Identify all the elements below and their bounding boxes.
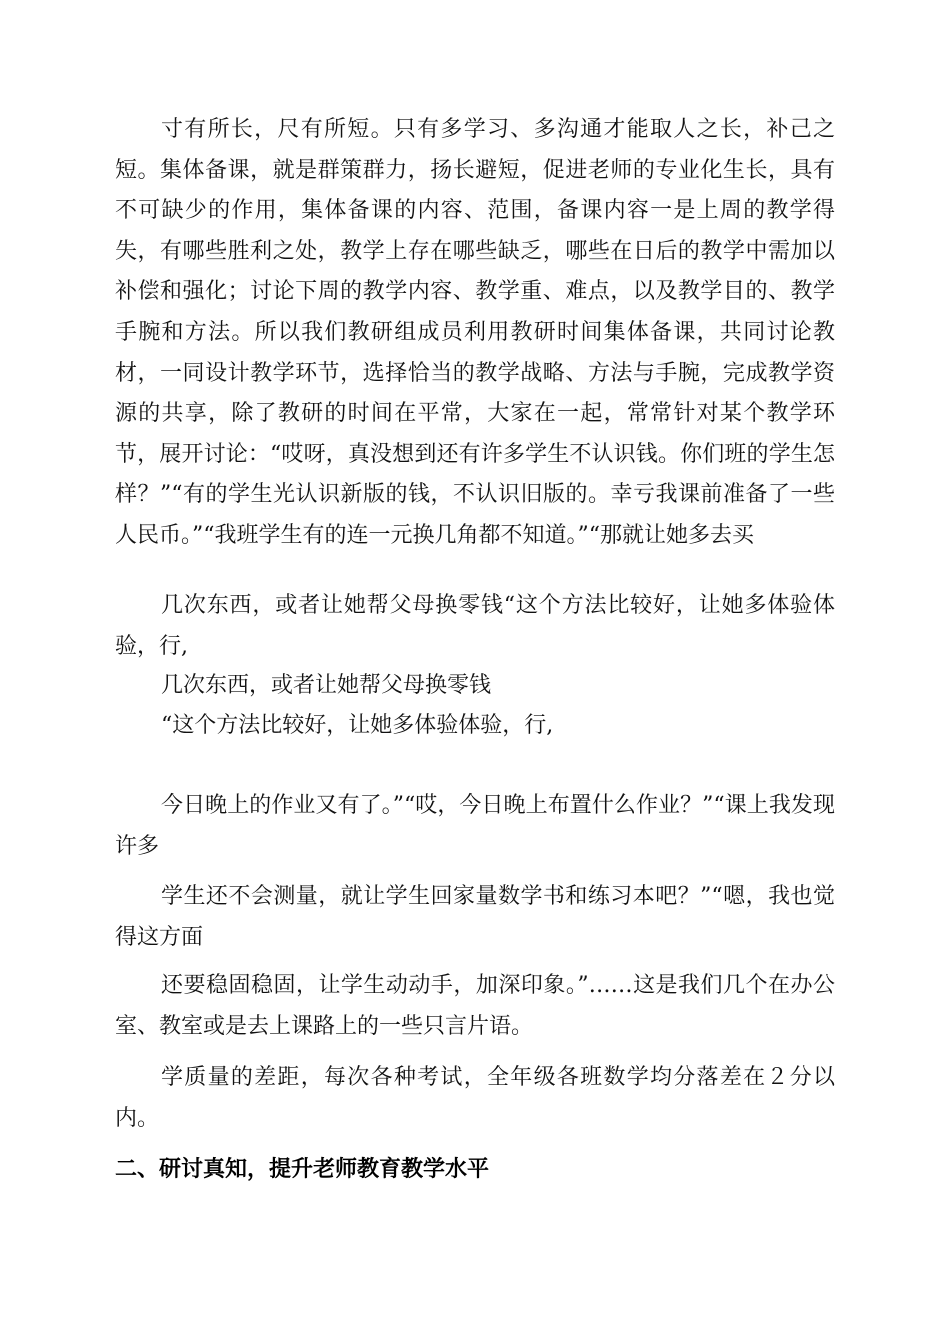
paragraph-conversations: 还要稳固稳固，让学生动动手，加深印象。”……这是我们几个在办公室、教室或是去上课路上的一些只言片语。	[115, 973, 835, 1039]
paragraph-good-method: “这个方法比较好，让她多体验体验，行,	[161, 713, 554, 738]
paragraph-buy-things-1: 几次东西，或者让她帮父母换零钱“这个方法比较好，让她多体验体验，行,	[115, 593, 835, 659]
paragraph-quality-gap: 学质量的差距，每次各种考试，全年级各班数学均分落差在２分以内。	[115, 1065, 835, 1131]
paragraph-buy-things-2: 几次东西，或者让她帮父母换零钱	[161, 673, 492, 698]
paragraph-collective-lesson-planning: 寸有所长，尺有所短。只有多学习、多沟通才能取人之长，补己之短。集体备课，就是群策群力，扬长避短，促进老师的专业化生长，具有不可缺少的作用，集体备课的内容、范围，备课内容一是上周的教学得失，有哪些胜利之处，教学上存在哪些缺乏，哪些在日后的教学中需加以补偿和强化；讨论下周的教学内容、教学重、难点，以及教学目的、教学手腕和方法。所以我们教研组成员利用教研时间集体备课，共同讨论教材，一同设计教学环节，选择恰当的教学战略、方法与手腕，完成教学资源的共享，除了教研的时间在平常，大家在一起，常常针对某个教学环节，展开讨论：“哎呀，真没想到还有许多学生不认识钱。你们班的学生怎样？”“有的学生光认识新版的钱，不认识旧版的。幸亏我课前准备了一些人民币。”“我班学生有的连一元换几角都不知道。”“那就让她多去买	[115, 117, 835, 548]
section-heading: 二、研讨真知，提升老师教育教学水平	[115, 1157, 490, 1182]
paragraph-measurement: 学生还不会测量，就让学生回家量数学书和练习本吧？”“嗯，我也觉得这方面	[115, 884, 835, 950]
paragraph-homework: 今日晚上的作业又有了。”“哎，今日晚上布置什么作业？”“课上我发现许多	[115, 793, 835, 859]
